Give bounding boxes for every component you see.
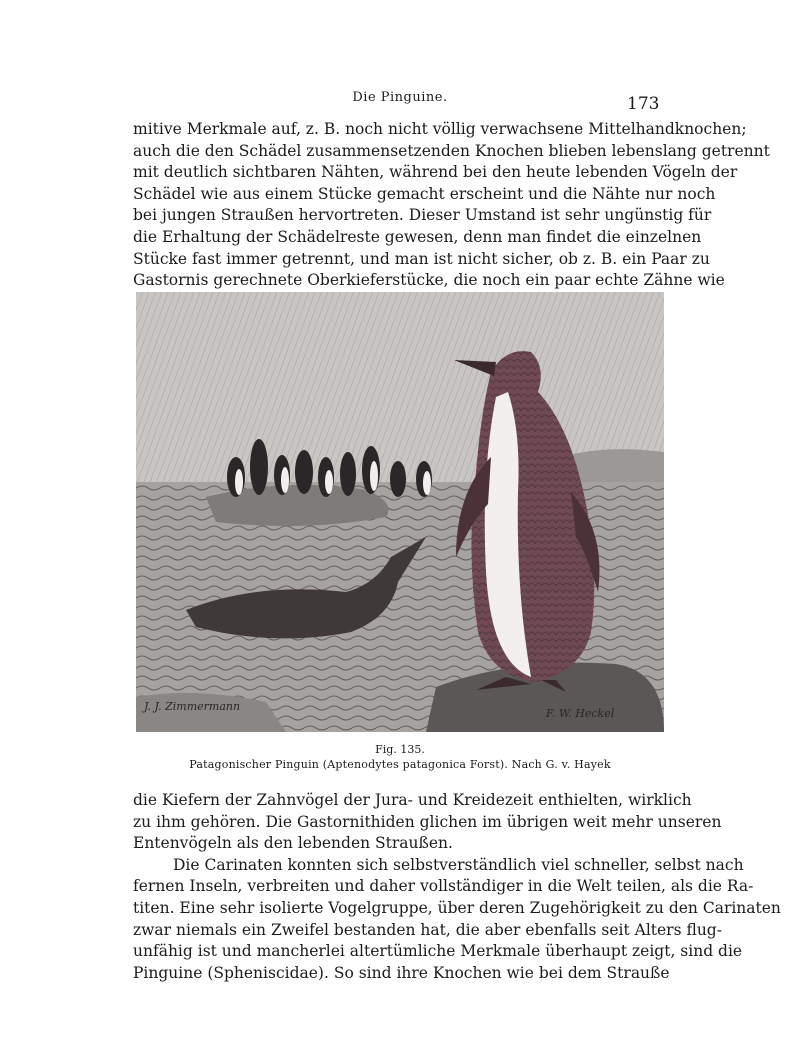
text-line: Entenvögeln als den lebenden Straußen. bbox=[133, 834, 453, 853]
text-line: die Erhaltung der Schädelreste gewesen, denn man findet die einzelnen bbox=[133, 227, 702, 246]
text-line: auch die den Schädel zusammensetzenden Knochen blieben lebenslang getrennt bbox=[133, 141, 770, 160]
text-line: zwar niemals ein Zweifel bestanden hat, die aber ebenfalls seit Alters flug- bbox=[133, 920, 722, 939]
text-line: mit deutlich sichtbaren Nähten, während bei den heute lebenden Vögeln der bbox=[133, 163, 738, 182]
engraving-svg bbox=[136, 292, 664, 732]
text-line: Pinguine (Spheniscidae). So sind ihre Knochen wie bei dem Strauße bbox=[133, 963, 670, 982]
figure-caption: Patagonischer Pinguin (Aptenodytes patagonica Forst). Nach G. v. Hayek bbox=[189, 758, 611, 771]
page-number: 173 bbox=[627, 94, 660, 114]
text-line: Die Carinaten konnten sich selbstverständlich viel schneller, selbst nach bbox=[173, 855, 744, 874]
figure-number: Fig. 135. bbox=[375, 743, 425, 756]
text-line: zu ihm gehören. Die Gastornithiden glichen im übrigen weit mehr unseren bbox=[133, 812, 722, 831]
body-text-top bbox=[133, 119, 770, 292]
text-line: titen. Eine sehr isolierte Vogelgruppe, über deren Zugehörigkeit zu den Carinaten bbox=[133, 898, 781, 917]
penguin-engraving-illustration bbox=[136, 292, 664, 732]
text-line: mitive Merkmale auf, z. B. noch nicht völlig verwachsene Mittelhandknochen; bbox=[133, 120, 747, 138]
text-line: Stücke fast immer getrennt, und man ist nicht sicher, ob z. B. ein Paar zu bbox=[133, 249, 710, 268]
text-line: Schädel wie aus einem Stücke gemacht erscheint und die Nähte nur noch bbox=[133, 184, 716, 203]
text-line: unfähig ist und mancherlei altertümliche Merkmale überhaupt zeigt, sind die bbox=[133, 942, 743, 961]
body-text-bottom bbox=[133, 790, 781, 984]
artist-signature-right: F. W. Heckel bbox=[546, 707, 615, 720]
text-line: fernen Inseln, verbreiten und daher vollständiger in die Welt teilen, als die Ra- bbox=[133, 877, 754, 896]
text-line: Gastornis gerechnete Oberkieferstücke, die noch ein paar echte Zähne wie bbox=[133, 271, 725, 290]
artist-signature-left: J. J. Zimmermann bbox=[144, 700, 241, 713]
running-title: Die Pinguine. bbox=[352, 90, 448, 105]
text-line: bei jungen Straußen hervortreten. Dieser Umstand ist sehr ungünstig für bbox=[133, 206, 712, 225]
text-line: die Kiefern der Zahnvögel der Jura- und Kreidezeit enthielten, wirklich bbox=[133, 791, 692, 809]
